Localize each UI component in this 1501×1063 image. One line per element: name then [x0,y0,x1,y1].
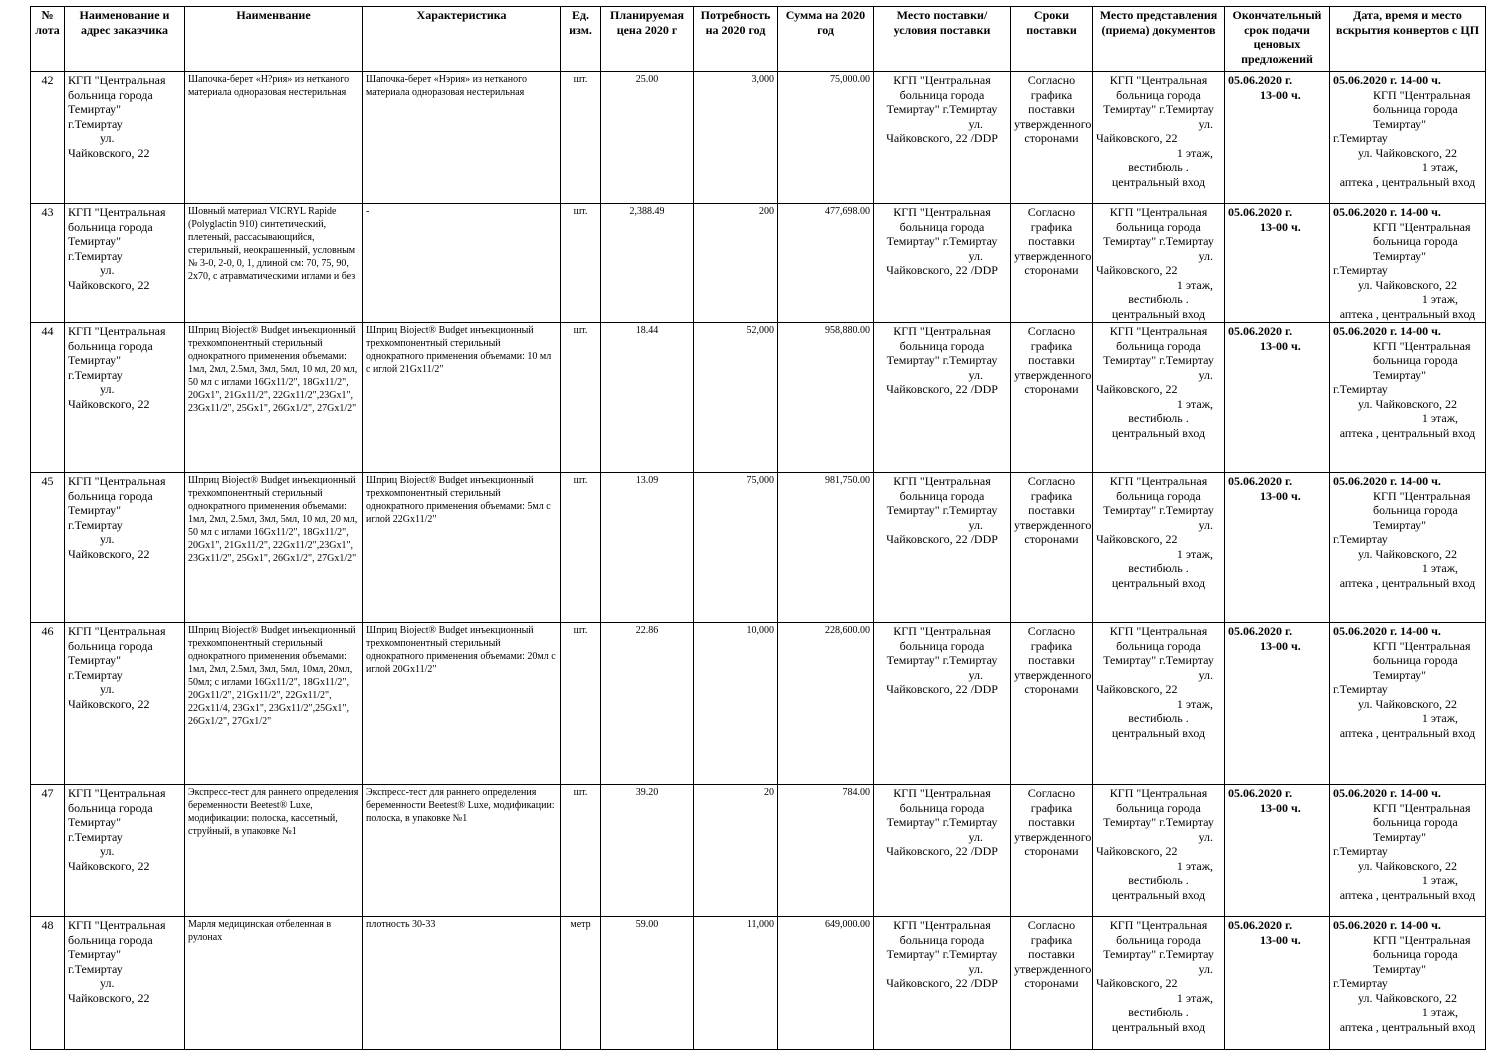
terms-cell: Согласно графика поставки утвержденного сторонами [1011,785,1093,917]
customer-cell [65,72,185,204]
docs-cell [1093,917,1225,1050]
docs-cell [1093,473,1225,623]
place-street: ул. [968,961,983,976]
opening-cell [1330,72,1486,204]
opening-datetime: 05.06.2020 г. 14-00 ч. [1333,205,1441,219]
opening-cell [1330,473,1486,623]
place-cell [874,204,1011,323]
need-cell: 75,000 [694,473,778,623]
opening-cell [1330,204,1486,323]
opening-org: КГП "Центральная больница города Темиртау" [1373,338,1471,382]
docs-address: Чайковского, 22 [1096,532,1178,546]
sum-cell: 228,600.00 [778,623,874,785]
unit-cell: шт. [561,204,601,323]
docs-street: ул. [1198,248,1213,263]
opening-datetime: 05.06.2020 г. 14-00 ч. [1333,918,1441,932]
docs-entrance: вестибюль . центральный вход [1111,711,1206,740]
need-cell: 52,000 [694,323,778,473]
docs-cell [1093,323,1225,473]
terms-cell: Согласно графика поставки утвержденного сторонами [1011,917,1093,1050]
opening-entrance: аптека , центральный вход [1339,306,1476,321]
sum-cell: 981,750.00 [778,473,874,623]
customer-name: КГП "Центральная больница города Темиртау" [68,624,166,667]
opening-floor: 1 этаж, [1421,160,1458,174]
opening-floor: 1 этаж, [1421,1005,1458,1019]
customer-cell [65,623,185,785]
place-name: КГП "Центральная больница города Темиртау" г.Темиртау [886,73,998,116]
docs-cell [1093,72,1225,204]
place-cell [874,72,1011,204]
place-name: КГП "Центральная больница города Темиртау" г.Темиртау [886,624,998,667]
docs-name: КГП "Центральная больница города Темиртау" г.Темиртау [1103,624,1214,667]
deadline-cell [1225,72,1330,204]
customer-street-name: Чайковского, 22 [68,396,150,411]
price-cell: 2,388.49 [601,204,694,323]
header-sum: Сумма на 2020 год [778,7,874,72]
opening-entrance: аптека , центральный вход [1339,174,1476,189]
place-street: ул. [968,829,983,844]
unit-cell: шт. [561,323,601,473]
docs-entrance: вестибюль . центральный вход [1111,561,1206,590]
opening-org: КГП "Центральная больница города Темиртау" [1373,932,1471,976]
header-need: Потребность на 2020 год [694,7,778,72]
place-cell [874,323,1011,473]
docs-address: Чайковского, 22 [1096,382,1178,396]
deadline-date: 05.06.2020 г. [1228,624,1293,638]
header-customer: Наименование и адрес заказчика [65,7,185,72]
docs-street: ул. [1198,367,1213,382]
need-cell: 3,000 [694,72,778,204]
deadline-cell [1225,323,1330,473]
deadline-time: 13-00 ч. [1260,338,1301,353]
customer-name: КГП "Центральная больница города Темиртау" [68,474,166,517]
customer-street: ул. [100,532,115,546]
opening-city: г.Темиртау [1333,682,1388,696]
docs-cell [1093,785,1225,917]
place-name: КГП "Центральная больница города Темиртау" г.Темиртау [886,324,998,367]
deadline-date: 05.06.2020 г. [1228,474,1293,488]
customer-city: г.Темиртау [68,116,123,131]
opening-city: г.Темиртау [1333,263,1388,277]
terms-cell: Согласно графика поставки утвержденного сторонами [1011,72,1093,204]
unit-cell: метр [561,917,601,1050]
place-address: Чайковского, 22 /DDP [886,976,998,990]
item-characteristic: Экспресс-тест для раннего определения беременности Beetest® Luxe, модификации: полоска, в упаковке №1 [363,785,561,917]
opening-street: ул. Чайковского, 22 [1358,546,1457,561]
price-cell: 25.00 [601,72,694,204]
customer-city: г.Темиртау [68,829,123,844]
opening-datetime: 05.06.2020 г. 14-00 ч. [1333,324,1441,338]
unit-cell: шт. [561,72,601,204]
opening-cell [1330,623,1486,785]
opening-cell [1330,917,1486,1050]
place-cell [874,623,1011,785]
header-lot: № лота [31,7,65,72]
table-row [31,785,1486,917]
opening-city: г.Темиртау [1333,532,1388,546]
item-name: Марля медицинская отбеленная в рулонах [185,917,363,1050]
table-row [31,917,1486,1050]
docs-cell [1093,204,1225,323]
unit-cell: шт. [561,785,601,917]
opening-datetime: 05.06.2020 г. 14-00 ч. [1333,624,1441,638]
price-cell: 18.44 [601,323,694,473]
customer-street-name: Чайковского, 22 [68,277,150,292]
deadline-time: 13-00 ч. [1260,932,1301,947]
place-address: Чайковского, 22 /DDP [886,382,998,396]
deadline-cell [1225,917,1330,1050]
customer-street: ул. [100,263,115,277]
item-name: Шприц Bioject® Budget инъекционный трехкомпонентный стерильный однократного применения объемами: 1мл, 2мл, 2.5мл, 3мл, 5мл, 10 мл, 20 мл, 50 мл с иглами 16Gx11/2", 18Gx11/2", 20Gx1", 21Gx11/2", 22Gx11/2",23Gx1", 23Gx11/2", 25Gx1", 26Gx1/2", 27Gx1/2" [185,323,363,473]
docs-cell [1093,623,1225,785]
docs-name: КГП "Центральная больница города Темиртау" г.Темиртау [1103,918,1214,961]
sum-cell: 649,000.00 [778,917,874,1050]
header-unit: Ед. изм. [561,7,601,72]
deadline-date: 05.06.2020 г. [1228,205,1293,219]
need-cell: 10,000 [694,623,778,785]
lot-number: 46 [31,623,65,785]
table-body [31,72,1486,1050]
customer-name: КГП "Центральная больница города Темиртау" [68,205,166,248]
opening-org: КГП "Центральная больница города Темиртау" [1373,638,1471,682]
customer-name: КГП "Центральная больница города Темиртау" [68,918,166,961]
item-characteristic: Шапочка-берет «Нэрия» из нетканого материала одноразовая нестерильная [363,72,561,204]
opening-street: ул. Чайковского, 22 [1358,277,1457,292]
docs-entrance: вестибюль . центральный вход [1111,873,1206,902]
need-cell: 20 [694,785,778,917]
deadline-time: 13-00 ч. [1260,488,1301,503]
header-name: Наименвание [185,7,363,72]
header-row [31,7,1486,72]
terms-cell: Согласно графика поставки утвержденного сторонами [1011,323,1093,473]
docs-floor: 1 этаж, [1176,396,1213,411]
table-row [31,204,1486,323]
opening-floor: 1 этаж, [1421,292,1458,306]
customer-street-name: Чайковского, 22 [68,990,150,1005]
opening-datetime: 05.06.2020 г. 14-00 ч. [1333,73,1441,87]
price-cell: 39.20 [601,785,694,917]
place-street: ул. [968,116,983,131]
docs-street: ул. [1198,829,1213,844]
opening-street: ул. Чайковского, 22 [1358,696,1457,711]
terms-cell: Согласно графика поставки утвержденного сторонами [1011,473,1093,623]
place-name: КГП "Центральная больница города Темиртау" г.Темиртау [886,918,998,961]
place-name: КГП "Центральная больница города Темиртау" г.Темиртау [886,205,998,248]
place-street: ул. [968,667,983,682]
place-street: ул. [968,248,983,263]
sum-cell: 958,880.00 [778,323,874,473]
docs-name: КГП "Центральная больница города Темиртау" г.Темиртау [1103,324,1214,367]
customer-street-name: Чайковского, 22 [68,546,150,561]
table-row [31,72,1486,204]
customer-street: ул. [100,682,115,696]
opening-entrance: аптека , центральный вход [1339,1019,1476,1034]
customer-city: г.Темиртау [68,367,123,382]
need-cell: 200 [694,204,778,323]
customer-city: г.Темиртау [68,517,123,532]
price-cell: 22.86 [601,623,694,785]
header-docs: Место представления (приема) документов [1093,7,1225,72]
item-name: Шприц Bioject® Budget инъекционный трехкомпонентный стерильный однократного применения объемами: 1мл, 2мл, 2.5мл, 3мл, 5мл, 10мл, 20мл, 50мл; с иглами 16Gx11/2", 18Gx11/2", 20Gx11/2", 21Gx11/2", 22Gx11/2", 22Gx11/4, 23Gx1", 23Gx11/2",25Gx1", 26Gx1/2", 27Gx1/2" [185,623,363,785]
opening-cell [1330,785,1486,917]
deadline-time: 13-00 ч. [1260,800,1301,815]
deadline-cell [1225,204,1330,323]
customer-street-name: Чайковского, 22 [68,858,150,873]
opening-org: КГП "Центральная больница города Темиртау" [1373,488,1471,532]
opening-datetime: 05.06.2020 г. 14-00 ч. [1333,786,1441,800]
opening-entrance: аптека , центральный вход [1339,425,1476,440]
unit-cell: шт. [561,623,601,785]
docs-name: КГП "Центральная больница города Темиртау" г.Темиртау [1103,73,1214,116]
opening-entrance: аптека , центральный вход [1339,575,1476,590]
opening-street: ул. Чайковского, 22 [1358,145,1457,160]
table-row [31,473,1486,623]
customer-street: ул. [100,844,115,858]
need-cell: 11,000 [694,917,778,1050]
docs-address: Чайковского, 22 [1096,263,1178,277]
opening-city: г.Темиртау [1333,844,1388,858]
docs-address: Чайковского, 22 [1096,844,1178,858]
customer-cell [65,785,185,917]
opening-floor: 1 этаж, [1421,873,1458,887]
deadline-date: 05.06.2020 г. [1228,918,1293,932]
lot-number: 44 [31,323,65,473]
opening-floor: 1 этаж, [1421,411,1458,425]
place-cell [874,917,1011,1050]
opening-datetime: 05.06.2020 г. 14-00 ч. [1333,474,1441,488]
docs-street: ул. [1198,116,1213,131]
opening-org: КГП "Центральная больница города Темиртау" [1373,87,1471,131]
customer-cell [65,917,185,1050]
lot-number: 47 [31,785,65,917]
opening-city: г.Темиртау [1333,976,1388,990]
place-street: ул. [968,367,983,382]
docs-floor: 1 этаж, [1176,145,1213,160]
docs-street: ул. [1198,961,1213,976]
lot-number: 45 [31,473,65,623]
sum-cell: 75,000.00 [778,72,874,204]
customer-street: ул. [100,382,115,396]
deadline-date: 05.06.2020 г. [1228,786,1293,800]
customer-city: г.Темиртау [68,961,123,976]
item-name: Шовный материал VICRYL Rapide (Polyglactin 910) синтетический, плетеный, рассасывающийся, стерильный, неокрашенный, условным № 3-0, 2-0, 0, 1, длиной см: 70, 75, 90, 2х70, с атравматическими иглами и без [185,204,363,323]
customer-city: г.Темиртау [68,248,123,263]
item-characteristic: Шприц Bioject® Budget инъекционный трехкомпонентный стерильный однократного применения объемами: 20мл с иглой 20Gx11/2" [363,623,561,785]
header-deadline: Окончательный срок подачи ценовых предложений [1225,7,1330,72]
docs-address: Чайковского, 22 [1096,682,1178,696]
header-characteristic: Характеристика [363,7,561,72]
deadline-time: 13-00 ч. [1260,219,1301,234]
docs-entrance: вестибюль . центральный вход [1111,1005,1206,1034]
sum-cell: 784.00 [778,785,874,917]
deadline-time: 13-00 ч. [1260,87,1301,102]
header-terms: Сроки поставки [1011,7,1093,72]
header-place: Место поставки/условия поставки [874,7,1011,72]
item-characteristic: Шприц Bioject® Budget инъекционный трехкомпонентный стерильный однократного применения объемами: 5мл с иглой 22Gx11/2" [363,473,561,623]
docs-name: КГП "Центральная больница города Темиртау" г.Темиртау [1103,205,1214,248]
opening-street: ул. Чайковского, 22 [1358,858,1457,873]
docs-address: Чайковского, 22 [1096,976,1178,990]
docs-floor: 1 этаж, [1176,546,1213,561]
customer-cell [65,204,185,323]
docs-name: КГП "Центральная больница города Темиртау" г.Темиртау [1103,474,1214,517]
docs-entrance: вестибюль . центральный вход [1111,292,1206,321]
opening-entrance: аптека , центральный вход [1339,887,1476,902]
docs-entrance: вестибюль . центральный вход [1111,160,1206,189]
place-address: Чайковского, 22 /DDP [886,131,998,145]
customer-cell [65,473,185,623]
deadline-date: 05.06.2020 г. [1228,73,1293,87]
opening-city: г.Темиртау [1333,131,1388,145]
opening-floor: 1 этаж, [1421,561,1458,575]
lot-number: 42 [31,72,65,204]
deadline-cell [1225,785,1330,917]
terms-cell: Согласно графика поставки утвержденного сторонами [1011,204,1093,323]
opening-city: г.Темиртау [1333,382,1388,396]
customer-street-name: Чайковского, 22 [68,145,150,160]
place-street: ул. [968,517,983,532]
item-characteristic: плотность 30-33 [363,917,561,1050]
price-cell: 13.09 [601,473,694,623]
header-opening: Дата, время и место вскрытия конвертов с ЦП [1330,7,1486,72]
customer-name: КГП "Центральная больница города Темиртау" [68,324,166,367]
deadline-cell [1225,473,1330,623]
customer-street-name: Чайковского, 22 [68,696,150,711]
docs-street: ул. [1198,517,1213,532]
deadline-date: 05.06.2020 г. [1228,324,1293,338]
place-address: Чайковского, 22 /DDP [886,532,998,546]
deadline-time: 13-00 ч. [1260,638,1301,653]
opening-entrance: аптека , центральный вход [1339,725,1476,740]
customer-name: КГП "Центральная больница города Темиртау" [68,786,166,829]
item-name: Шприц Bioject® Budget инъекционный трехкомпонентный стерильный однократного применения объемами: 1мл, 2мл, 2.5мл, 3мл, 5мл, 10 мл, 20 мл, 50 мл с иглами 16Gx11/2", 18Gx11/2", 20Gx1", 21Gx11/2", 22Gx11/2",23Gx1", 23Gx11/2", 25Gx1", 26Gx1/2", 27Gx1/2" [185,473,363,623]
customer-street: ул. [100,976,115,990]
unit-cell: шт. [561,473,601,623]
item-name: Шапочка-берет «Н?рия» из нетканого материала одноразовая нестерильная [185,72,363,204]
table-row [31,323,1486,473]
place-address: Чайковского, 22 /DDP [886,844,998,858]
table-row [31,623,1486,785]
procurement-table [30,6,1486,1050]
terms-cell: Согласно графика поставки утвержденного сторонами [1011,623,1093,785]
opening-org: КГП "Центральная больница города Темиртау" [1373,219,1471,263]
docs-entrance: вестибюль . центральный вход [1111,411,1206,440]
sum-cell: 477,698.00 [778,204,874,323]
header-price: Планируемая цена 2020 г [601,7,694,72]
lot-number: 48 [31,917,65,1050]
customer-cell [65,323,185,473]
opening-cell [1330,323,1486,473]
customer-city: г.Темиртау [68,667,123,682]
place-cell [874,473,1011,623]
docs-name: КГП "Центральная больница города Темиртау" г.Темиртау [1103,786,1214,829]
opening-floor: 1 этаж, [1421,711,1458,725]
docs-floor: 1 этаж, [1176,990,1213,1005]
item-characteristic: Шприц Bioject® Budget инъекционный трехкомпонентный стерильный однократного применения объемами: 10 мл с иглой 21Gx11/2" [363,323,561,473]
item-name: Экспресс-тест для раннего определения беременности Beetest® Luxe, модификации: полоска, кассетный, струйный, в упаковке №1 [185,785,363,917]
deadline-cell [1225,623,1330,785]
price-cell: 59.00 [601,917,694,1050]
place-address: Чайковского, 22 /DDP [886,682,998,696]
opening-street: ул. Чайковского, 22 [1358,396,1457,411]
lot-number: 43 [31,204,65,323]
place-name: КГП "Центральная больница города Темиртау" г.Темиртау [886,786,998,829]
customer-street: ул. [100,131,115,145]
docs-address: Чайковского, 22 [1096,131,1178,145]
customer-name: КГП "Центральная больница города Темиртау" [68,73,166,116]
item-characteristic: - [363,204,561,323]
docs-street: ул. [1198,667,1213,682]
docs-floor: 1 этаж, [1176,858,1213,873]
opening-org: КГП "Центральная больница города Темиртау" [1373,800,1471,844]
opening-street: ул. Чайковского, 22 [1358,990,1457,1005]
place-cell [874,785,1011,917]
docs-floor: 1 этаж, [1176,277,1213,292]
docs-floor: 1 этаж, [1176,696,1213,711]
place-address: Чайковского, 22 /DDP [886,263,998,277]
place-name: КГП "Центральная больница города Темиртау" г.Темиртау [886,474,998,517]
